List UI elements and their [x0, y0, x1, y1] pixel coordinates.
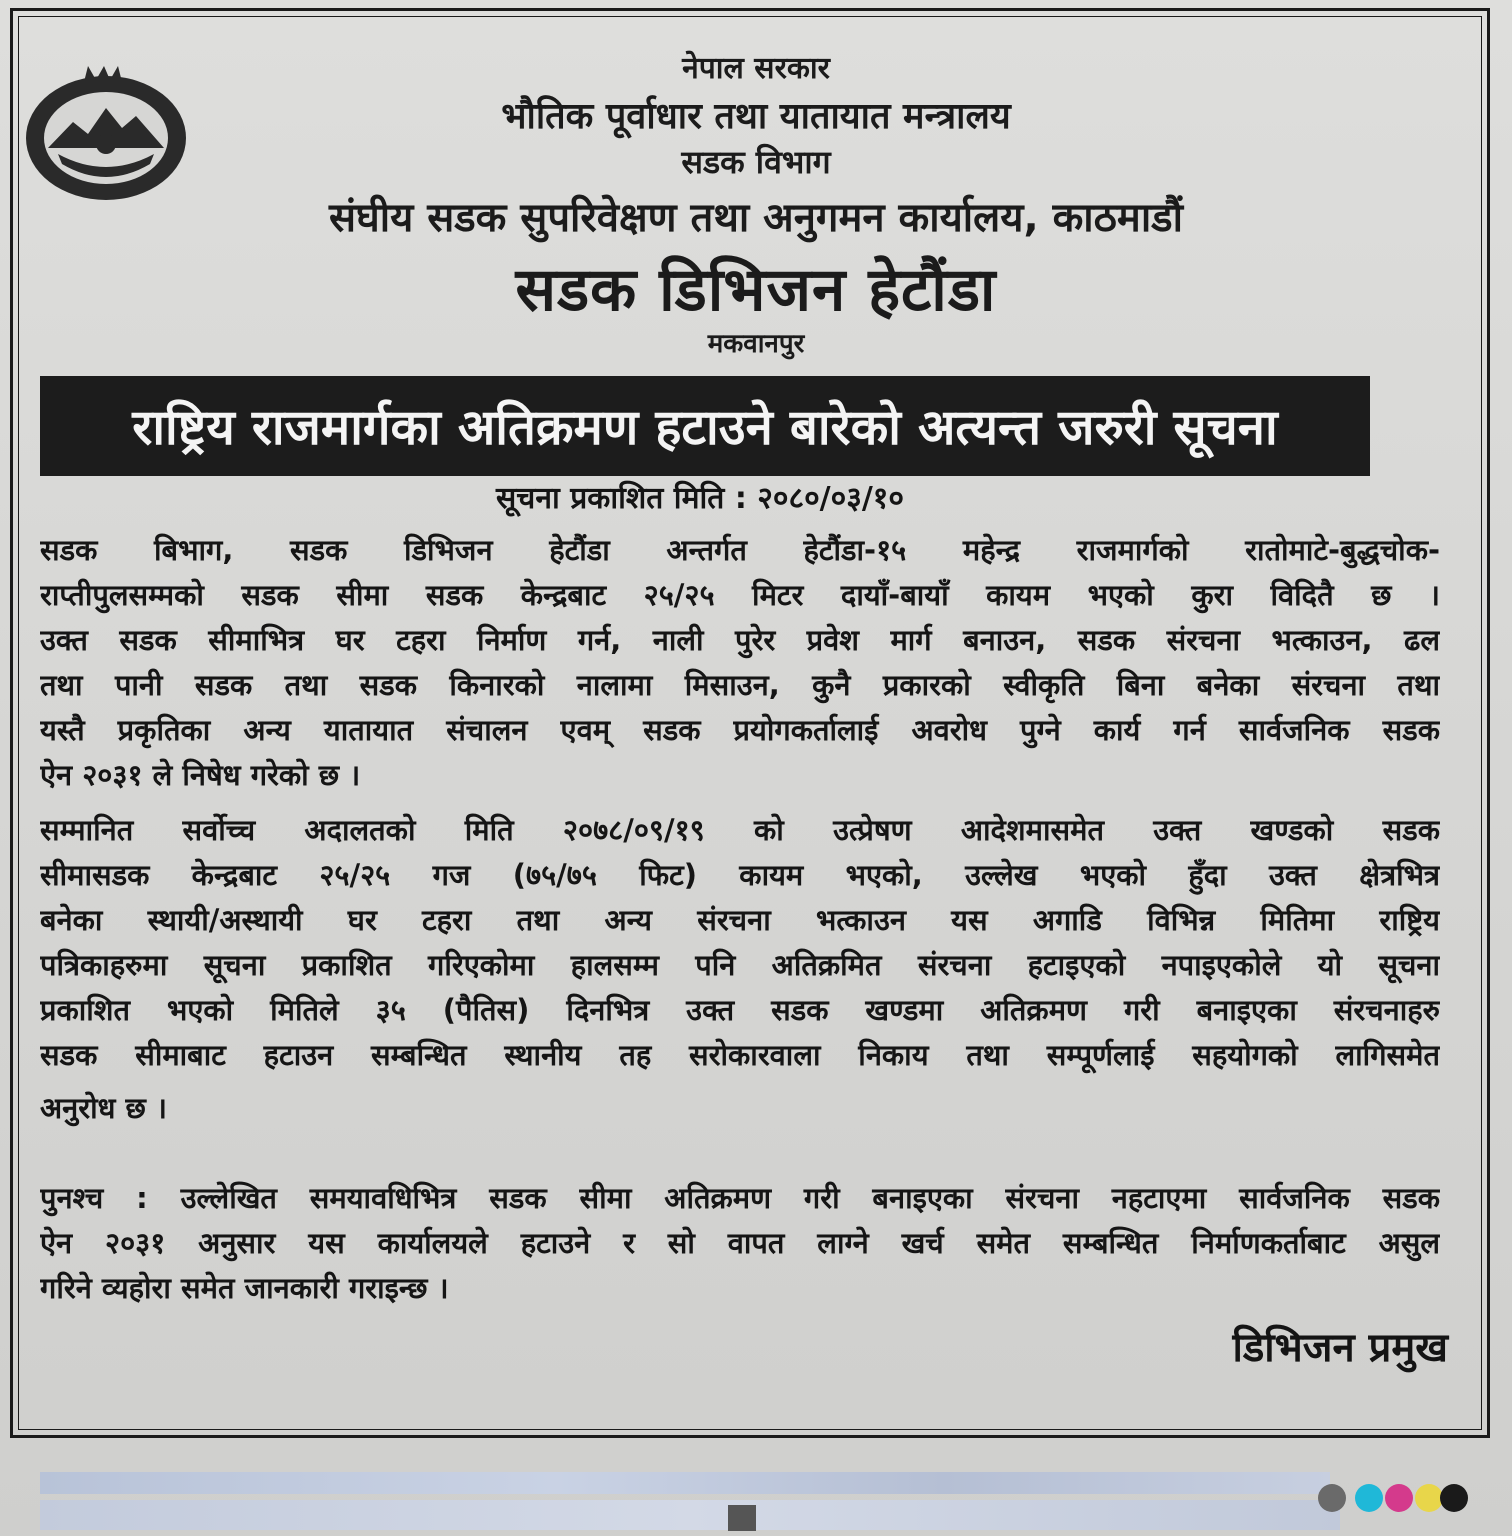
- print-mark: [728, 1505, 756, 1531]
- postscript-paragraph: [40, 1176, 1440, 1311]
- registration-dot-icon: [1385, 1484, 1413, 1512]
- ministry-name: भौतिक पूर्वाधार तथा यातायात मन्त्रालय: [501, 96, 1011, 137]
- text-line: पत्रिकाहरुमा सूचना प्रकाशित गरिएकोमा हालसम्म पनि अतिक्रमित संरचना हटाइएको नपाइएकोले यो सूचना: [40, 948, 1440, 982]
- text-line: सडक बिभाग, सडक डिभिजन हेटौंडा अन्तर्गत हेटौंडा-१५ महेन्द्र राजमार्गको रातोमाटे-बुद्धचोक-: [40, 533, 1440, 567]
- registration-dot-icon: [1318, 1484, 1346, 1512]
- registration-dot-icon: [1440, 1484, 1468, 1512]
- notice-paragraph-2: [40, 808, 1440, 1131]
- text-line: उक्त सडक सीमाभित्र घर टहरा निर्माण गर्न, नाली पुरेर प्रवेश मार्ग बनाउन, सडक संरचना भत्काउन, ढल: [40, 623, 1440, 657]
- print-margin-strip: [40, 1500, 1340, 1530]
- text-line: ऐन २०३१ ले निषेध गरेको छ ।: [40, 758, 361, 792]
- signature-title: डिभिजन प्रमुख: [1232, 1325, 1448, 1371]
- government-name: नेपाल सरकार: [682, 51, 830, 86]
- notice-paragraph-1: [40, 528, 1440, 798]
- office-name: संघीय सडक सुपरिवेक्षण तथा अनुगमन कार्यालय, काठमाडौं: [329, 195, 1183, 241]
- text-line: गरिने व्यहोरा समेत जानकारी गराइन्छ ।: [40, 1271, 449, 1305]
- text-line: सम्मानित सर्वोच्च अदालतको मिति २०७८/०९/१९ को उत्प्रेषण आदेशमासमेत उक्त खण्डको सडक: [40, 813, 1440, 847]
- print-margin-strip: [40, 1472, 1330, 1494]
- text-line: पुनश्च : उल्लेखित समयावधिभित्र सडक सीमा अतिक्रमण गरी बनाइएका संरचना नहटाएमा सार्वजनिक सडक: [40, 1181, 1440, 1215]
- division-office-title: सडक डिभिजन हेटौंडा: [515, 255, 997, 325]
- text-line: प्रकाशित भएको मितिले ३५ (पैतिस) दिनभित्र उक्त सडक खण्डमा अतिक्रमण गरी बनाइएका संरचनाहरु: [40, 993, 1440, 1027]
- department-name: सडक विभाग: [681, 143, 831, 181]
- text-line: तथा पानी सडक तथा सडक किनारको नालामा मिसाउन, कुनै प्रकारको स्वीकृति बिना बनेका संरचना तथा: [40, 668, 1440, 702]
- text-line-spacer: [40, 1078, 1440, 1086]
- publish-date: सूचना प्रकाशित मिति : २०८०/०३/१०: [496, 481, 904, 516]
- registration-dot-icon: [1355, 1484, 1383, 1512]
- notice-title-banner: [40, 376, 1370, 476]
- text-line: सडक सीमाबाट हटाउन सम्बन्धित स्थानीय तह सरोकारवाला निकाय तथा सम्पूर्णलाई सहयोगको लागिसमेत: [40, 1038, 1440, 1072]
- text-line: बनेका स्थायी/अस्थायी घर टहरा तथा अन्य संरचना भत्काउन यस अगाडि विभिन्न मितिमा राष्ट्रिय: [40, 903, 1440, 937]
- text-line: ऐन २०३१ अनुसार यस कार्यालयले हटाउने र सो वापत लाग्ने खर्च समेत सम्बन्धित निर्माणकर्ताबाट असुल: [40, 1226, 1440, 1260]
- notice-title: राष्ट्रिय राजमार्गका अतिक्रमण हटाउने बारेको अत्यन्त जरुरी सूचना: [132, 399, 1278, 456]
- text-line: अनुरोध छ ।: [40, 1091, 167, 1125]
- text-line: राप्तीपुलसम्मको सडक सीमा सडक केन्द्रबाट २५/२५ मिटर दायाँ-बायाँ कायम भएको कुरा विदितै छ ।: [40, 578, 1440, 612]
- registration-dot-icon: [1415, 1484, 1443, 1512]
- text-line: सीमासडक केन्द्रबाट २५/२५ गज (७५/७५ फिट) कायम भएको, उल्लेख भएको हुँदा उक्त क्षेत्रभित्र: [40, 858, 1440, 892]
- district-name: मकवानपुर: [707, 329, 805, 359]
- text-line: यस्तै प्रकृतिका अन्य यातायात संचालन एवम् सडक प्रयोगकर्तालाई अवरोध पुग्ने कार्य गर्न सार्वजनिक सडक: [40, 713, 1440, 747]
